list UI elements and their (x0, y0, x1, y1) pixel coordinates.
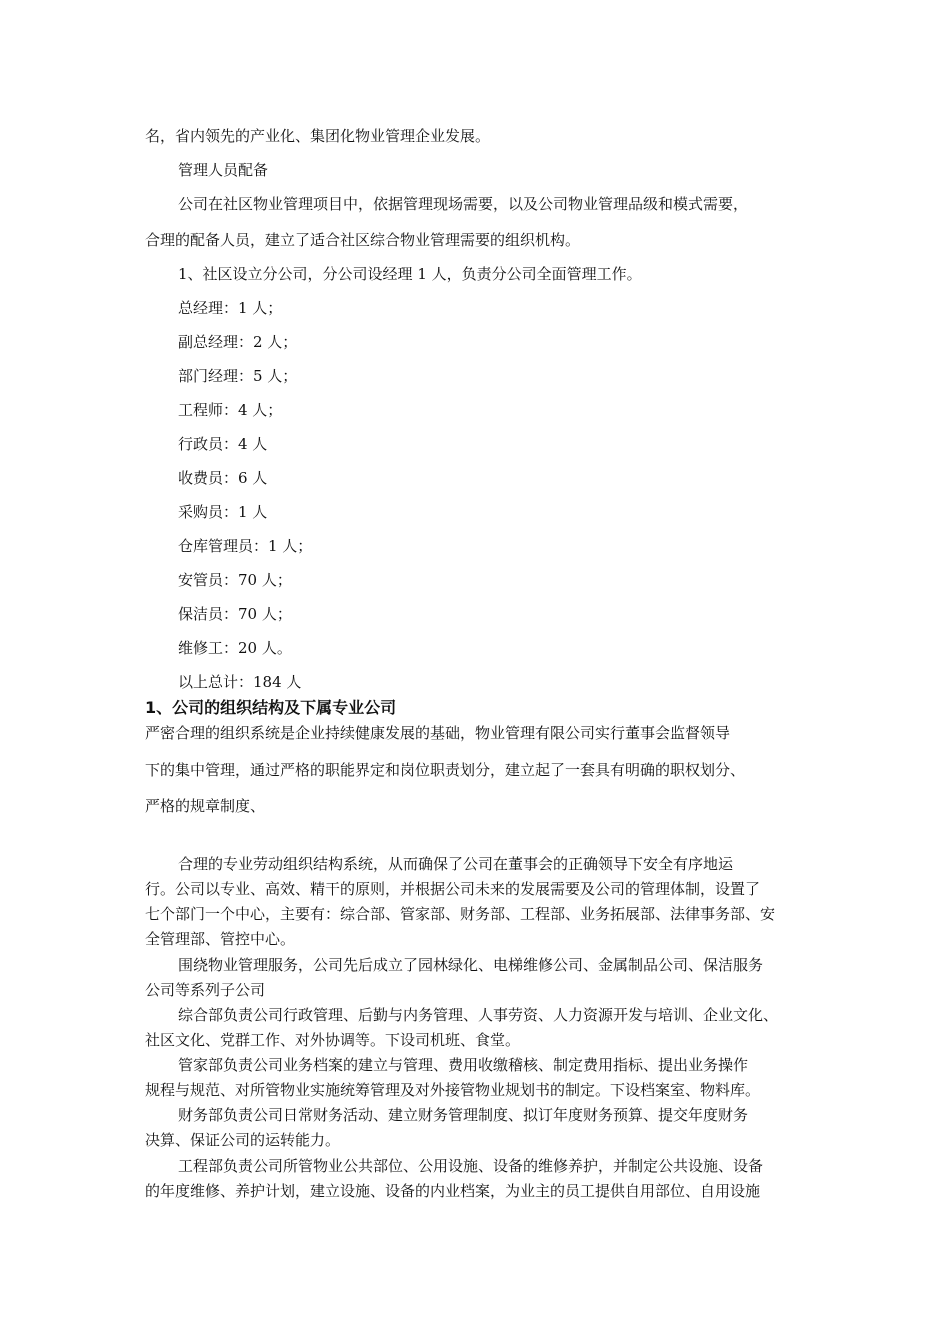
staff-item: 收费员：6 人 (178, 469, 268, 487)
paragraph-line: 公司等系列子公司 (145, 981, 266, 999)
paragraph-line: 社区文化、党群工作、对外协调等。下设司机班、食堂。 (145, 1031, 521, 1049)
paragraph-line: 围绕物业管理服务，公司先后成立了园林绿化、电梯维修公司、金属制品公司、保洁服务 (178, 956, 764, 974)
paragraph-line: 公司在社区物业管理项目中，依据管理现场需要，以及公司物业管理品级和模式需要， (178, 195, 749, 213)
staff-item: 总经理：1 人； (178, 299, 283, 317)
subheading-staffing: 管理人员配备 (178, 161, 269, 179)
paragraph-line: 下的集中管理，通过严格的职能界定和岗位职责划分，建立起了一套具有明确的职权划分、 (145, 761, 746, 779)
paragraph-line: 的年度维修、养护计划，建立设施、设备的内业档案，为业主的员工提供自用部位、自用设施 (145, 1182, 761, 1200)
paragraph-line: 全管理部、管控中心。 (145, 930, 296, 948)
paragraph-line: 决算、保证公司的运转能力。 (145, 1131, 341, 1149)
staff-item: 部门经理：5 人； (178, 367, 298, 385)
paragraph-line: 七个部门一个中心，主要有：综合部、管家部、财务部、工程部、业务拓展部、法律事务部、安 (145, 905, 776, 923)
paragraph-line: 工程部负责公司所管物业公共部位、公用设施、设备的维修养护，并制定公共设施、设备 (178, 1157, 764, 1175)
staff-item: 行政员：4 人 (178, 435, 268, 453)
staff-item: 维修工：20 人。 (178, 639, 292, 657)
paragraph-line: 管家部负责公司业务档案的建立与管理、费用收缴稽核、制定费用指标、提出业务操作 (178, 1056, 749, 1074)
staff-item: 副总经理：2 人； (178, 333, 298, 351)
staff-item: 安管员：70 人； (178, 571, 292, 589)
staff-total: 以上总计：184 人 (178, 673, 302, 691)
paragraph-line: 财务部负责公司日常财务活动、建立财务管理制度、拟订年度财务预算、提交年度财务 (178, 1106, 749, 1124)
paragraph-line: 合理的专业劳动组织结构系统，从而确保了公司在董事会的正确领导下安全有序地运 (178, 855, 734, 873)
staff-item: 采购员：1 人 (178, 503, 268, 521)
paragraph-line: 严密合理的组织系统是企业持续健康发展的基础，物业管理有限公司实行董事会监督领导 (145, 724, 731, 742)
paragraph-line: 综合部负责公司行政管理、后勤与内务管理、人事劳资、人力资源开发与培训、企业文化、 (178, 1006, 779, 1024)
paragraph-line: 名，省内领先的产业化、集团化物业管理企业发展。 (145, 127, 491, 145)
paragraph-line: 合理的配备人员，建立了适合社区综合物业管理需要的组织机构。 (145, 231, 581, 249)
staff-item: 工程师：4 人； (178, 401, 283, 419)
paragraph-line: 行。公司以专业、高效、精干的原则，并根据公司未来的发展需要及公司的管理体制，设置了 (145, 880, 761, 898)
paragraph-line: 严格的规章制度、 (145, 797, 266, 815)
staff-item: 仓库管理员：1 人； (178, 537, 313, 555)
section-heading: 1、公司的组织结构及下属专业公司 (145, 698, 397, 717)
staff-item: 保洁员：70 人； (178, 605, 292, 623)
paragraph-line: 规程与规范、对所管物业实施统筹管理及对外接管物业规划书的制定。下设档案室、物料库。 (145, 1081, 761, 1099)
paragraph-line: 1、社区设立分公司，分公司设经理 1 人，负责分公司全面管理工作。 (178, 265, 642, 283)
